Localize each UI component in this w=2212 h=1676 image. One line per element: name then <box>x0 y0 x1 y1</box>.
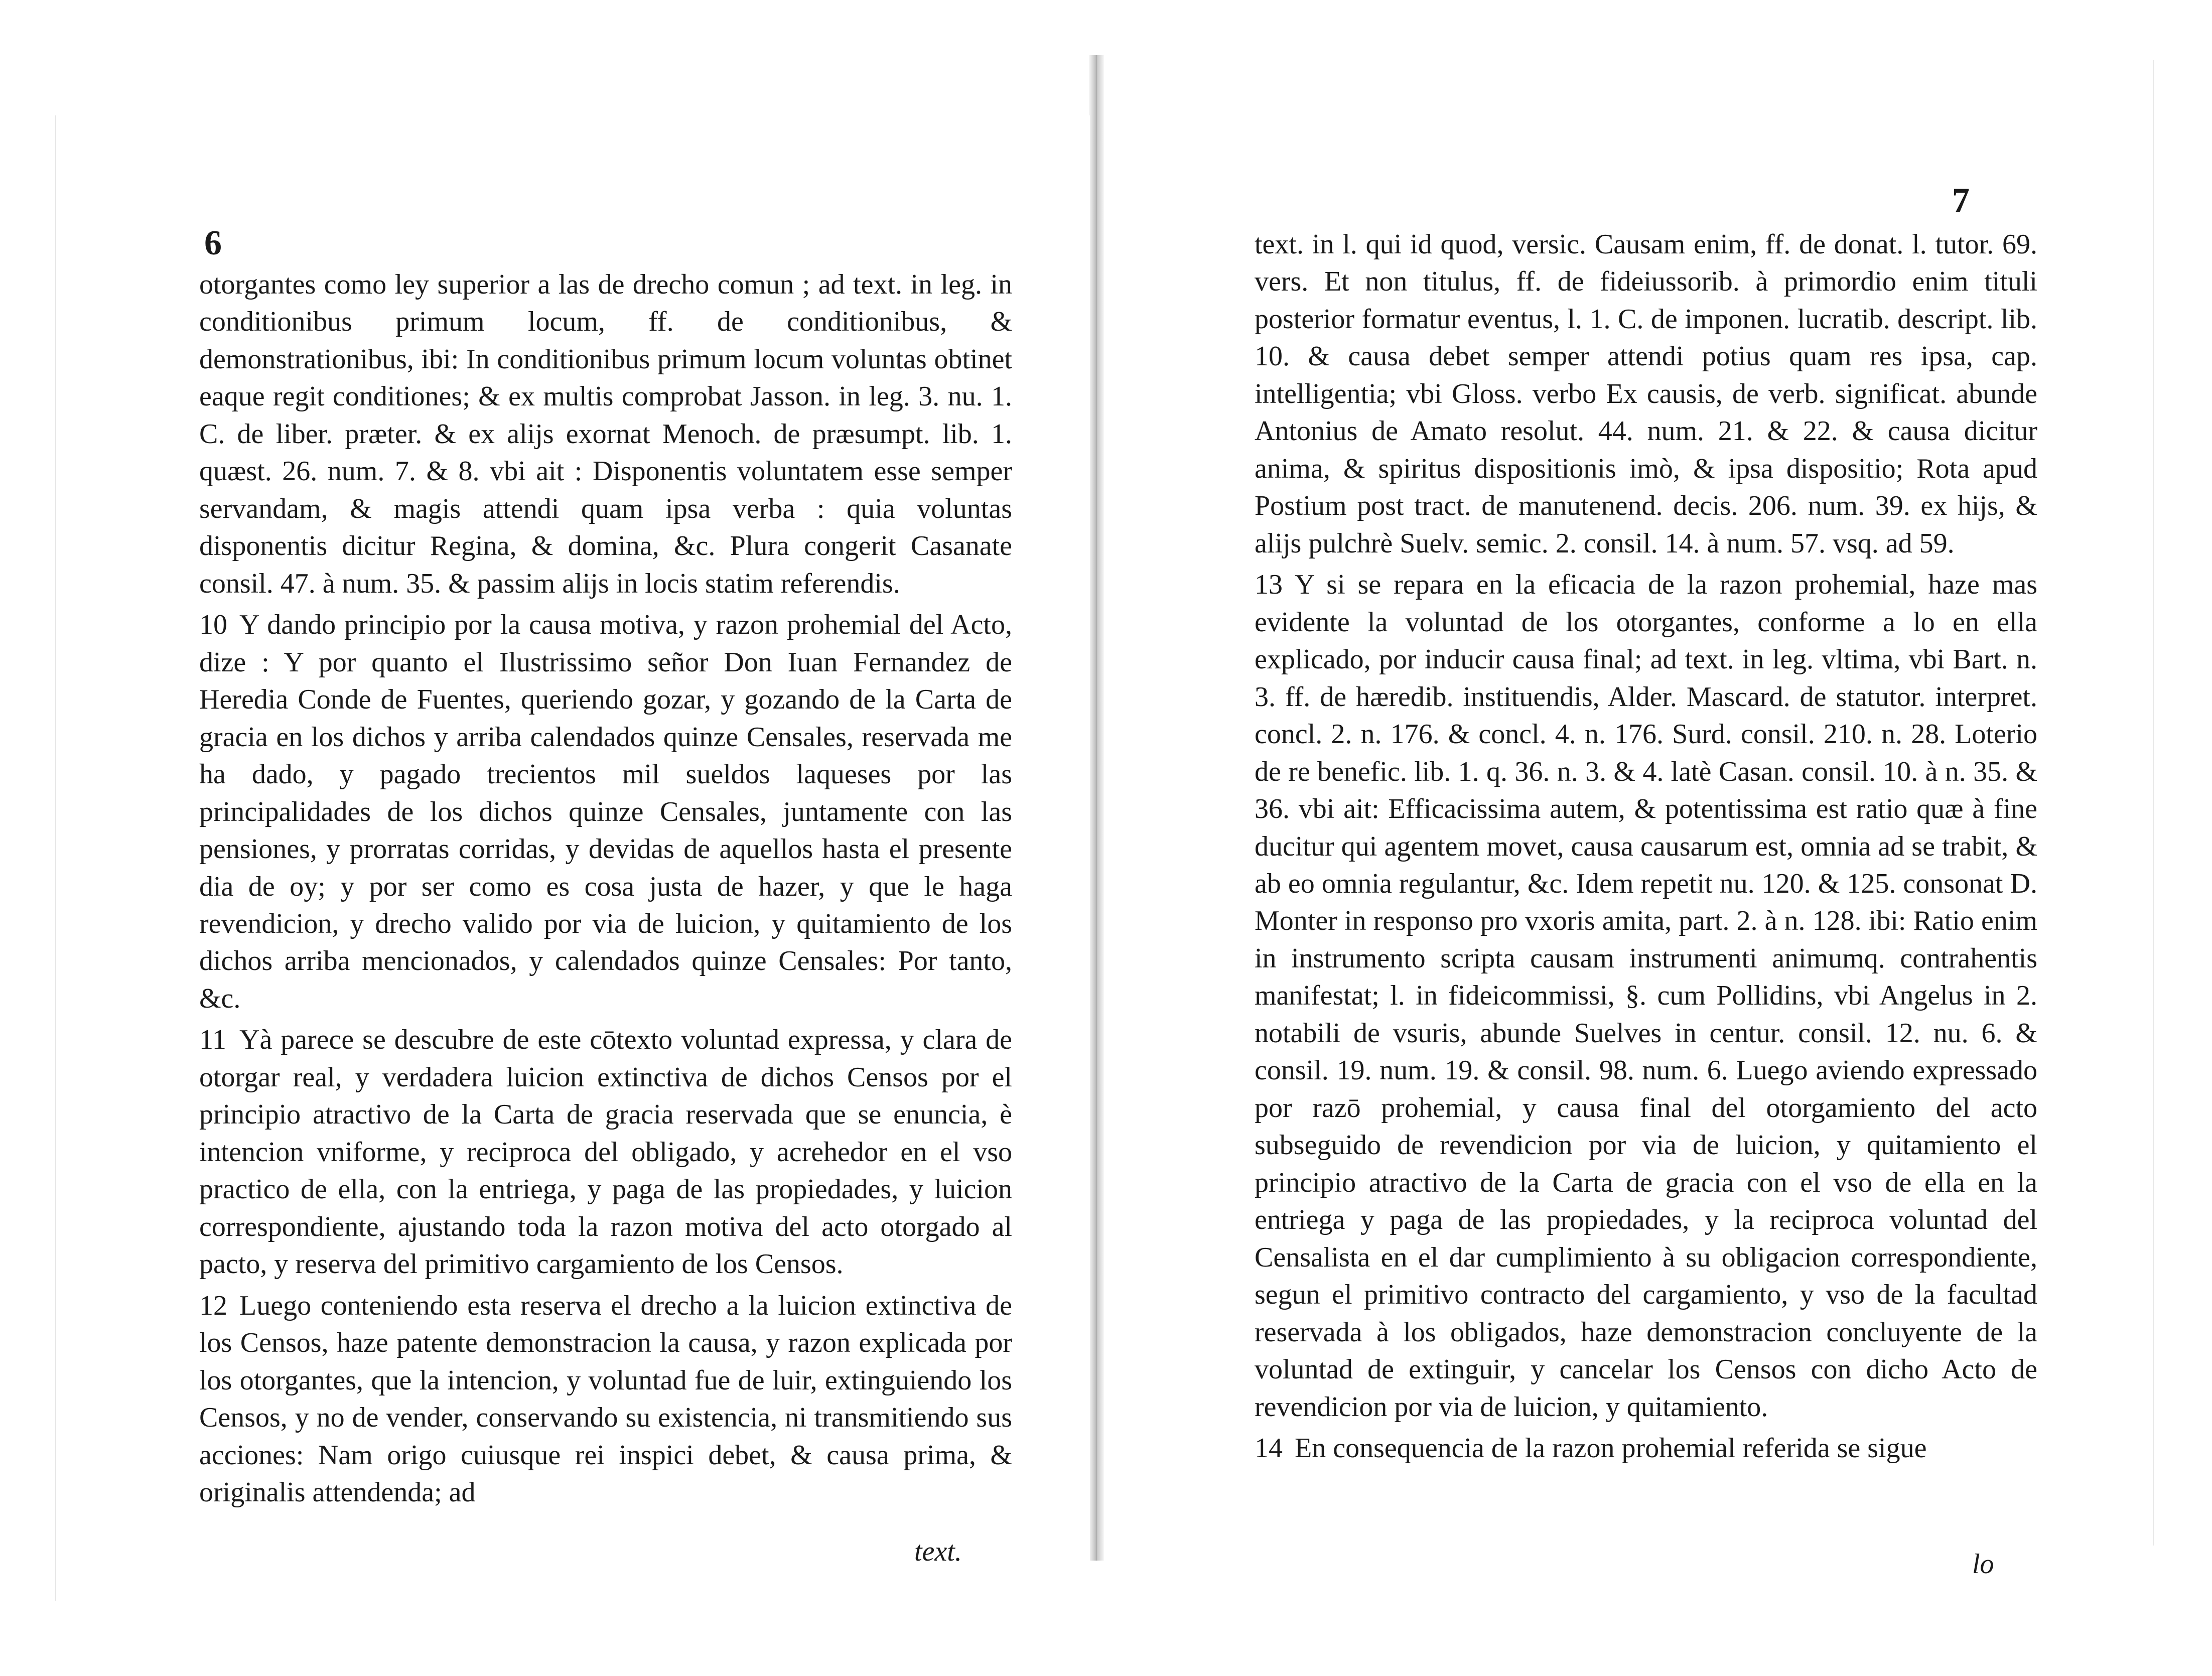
left-page <box>55 115 1090 1601</box>
paragraph-text: En consequencia de la razon prohemial referida se sigue <box>1295 1433 1927 1464</box>
paragraph <box>1255 226 2037 562</box>
page-number: 6 <box>204 224 222 262</box>
paragraph <box>199 606 1012 1017</box>
left-page-text <box>199 266 1012 1515</box>
paragraph-number: 13 <box>1255 569 1283 601</box>
paragraph <box>1255 566 2037 1426</box>
paragraph <box>199 1287 1012 1511</box>
paragraph-text: text. in l. qui id quod, versic. Causam enim, ff. de donat. l. tutor. 69. vers. Et non titulus, ff. de fideiussorib. à primordio enim tituli posterior formatur eventus, l. 1. C. de imponen. lucratib. descript. lib. 10. & causa debet semper attendi potius quam res ipsa, cap. intelligentia; vbi Gloss. verbo Ex causis, de verb. significat. abunde Antonius de Amato resolut. 44. num. 21. & 22. & causa dicitur anima, & spiritus dispositionis imò, & ipsa dispositio; Rota apud Postium post tract. de manutenend. decis. 206. num. 39. ex hijs, & alijs pulchrè Suelv. semic. 2. consil. 14. à num. 57. vsq. ad 59. <box>1255 229 2037 559</box>
paragraph-text: Luego conteniendo esta reserva el drecho a la luicion extinctiva de los Censos, haze patente demonstracion la causa, y razon explicada por los otorgantes, que la intencion, y voluntad fue de luir, extinguiendo los Censos, y no de vender, conservando su existencia, ni transmitiendo sus acciones: Nam origo cuiusque rei inspici debet, & causa prima, & originalis attendenda; ad <box>199 1290 1012 1508</box>
page-number: 7 <box>1952 181 1970 220</box>
paragraph-number: 12 <box>199 1290 227 1321</box>
paragraph <box>1255 1430 2037 1467</box>
book-gutter <box>1089 55 1104 1561</box>
paragraph-text: otorgantes como ley superior a las de drecho comun ; ad text. in leg. in conditionibus primum locum, ff. de conditionibus, & demonstrationibus, ibi: In conditionibus primum locum voluntas obtinet eaque regit conditiones; & ex multis comprobat Jasson. in leg. 3. nu. 1. C. de liber. præter. & ex alijs exornat Menoch. de præsumpt. lib. 1. quæst. 26. num. 7. & 8. vbi ait : Disponentis voluntatem esse semper servandam, & magis attendi quam ipsa verba : quia voluntas disponentis dicitur Regina, & domina, &c. Plura congerit Casanate consil. 47. à num. 35. & passim alijs in locis statim referendis. <box>199 269 1012 599</box>
paragraph-text: Y si se repara en la eficacia de la razon prohemial, haze mas evidente la voluntad de los otorgantes, conforme a lo en ella explicado, por inducir causa final; ad text. in leg. vltima, vbi Bart. n. 3. ff. de hæredib. instituendis, Alder. Mascard. de statutor. interpret. concl. 2. n. 176. & concl. 4. n. 176. Surd. consil. 210. n. 28. Loterio de re benefic. lib. 1. q. 36. n. 3. & 4. latè Casan. consil. 10. à n. 35. & 36. vbi ait: Efficacissima autem, & potentissima est ratio quæ à fine ducitur qui agentem movet, causa causarum est, omnia ad se trabit, & ab eo omnia regulantur, &c. Idem repetit nu. 120. & 125. consonat D. Monter in responso pro vxoris amita, part. 2. à n. 128. ibi: Ratio enim in instrumento scripta causam instrumenti animumq. contrahentis manifestat; l. in fideicommissi, §. cum Pollidins, vbi Angelus in 2. notabili de vsuris, abunde Suelves in centur. consil. 12. nu. 6. & consil. 19. num. 19. & consil. 98. num. 6. Luego aviendo expressado por razō prohemial, y causa final del otorgamiento del acto subseguido de revendicion por via de luicion, y quitamiento el principio atractivo de la Carta de gracia con el vso de ella en la entriega y paga de las propiedades, y la reciproca voluntad del Censalista en el dar cumplimiento à su obligacion correspondiente, segun el primitivo contracto del cargamiento, y vso de la facultad reservada à los obligados, haze demonstracion concluyente de la voluntad de extinguir, y cancelar los Censos con dicho Acto de revendicion por via de luicion, y quitamiento. <box>1255 569 2037 1423</box>
paragraph-text: Y dando principio por la causa motiva, y razon prohemial del Acto, dize : Y por quanto el Ilustrissimo señor Don Iuan Fernandez de Heredia Conde de Fuentes, queriendo gozar, y gozando de la Carta de gracia en los dichos y arriba calendados quinze Censales, reservada me ha dado, y pagado trecientos mil sueldos laqueses por las principalidades de los dichos quinze Censales, juntamente con las pensiones, y prorratas corridas, y devidas de aquellos hasta el presente dia de oy; y por ser como es cosa justa de hazer, y que le haga revendicion, y drecho valido por via de luicion, y quitamiento de los dichos arriba mencionados, y calendados quinze Censales: Por tanto, &c. <box>199 609 1012 1014</box>
paragraph-number: 11 <box>199 1024 226 1056</box>
right-page <box>1104 60 2154 1580</box>
paragraph-text: Yà parece se descubre de este cōtexto voluntad expressa, y clara de otorgar real, y verdadera luicion extinctiva de dichos Censos por el principio atractivo de la Carta de gracia reservada que se enuncia, è intencion vniforme, y reciproca del obligado, y acrehedor en el vso practico de ella, con la entriega, y paga de las propiedades, y luicion correspondiente, ajustando toda la razon motiva del acto otorgado al pacto, y reserva del primitivo cargamiento de los Censos. <box>199 1024 1012 1280</box>
paragraph <box>199 266 1012 602</box>
paragraph <box>199 1021 1012 1283</box>
catchword: lo <box>1972 1549 1994 1580</box>
paragraph-number: 10 <box>199 609 227 641</box>
right-page-text <box>1255 226 2037 1471</box>
paragraph-number: 14 <box>1255 1433 1283 1464</box>
catchword: text. <box>914 1536 962 1567</box>
